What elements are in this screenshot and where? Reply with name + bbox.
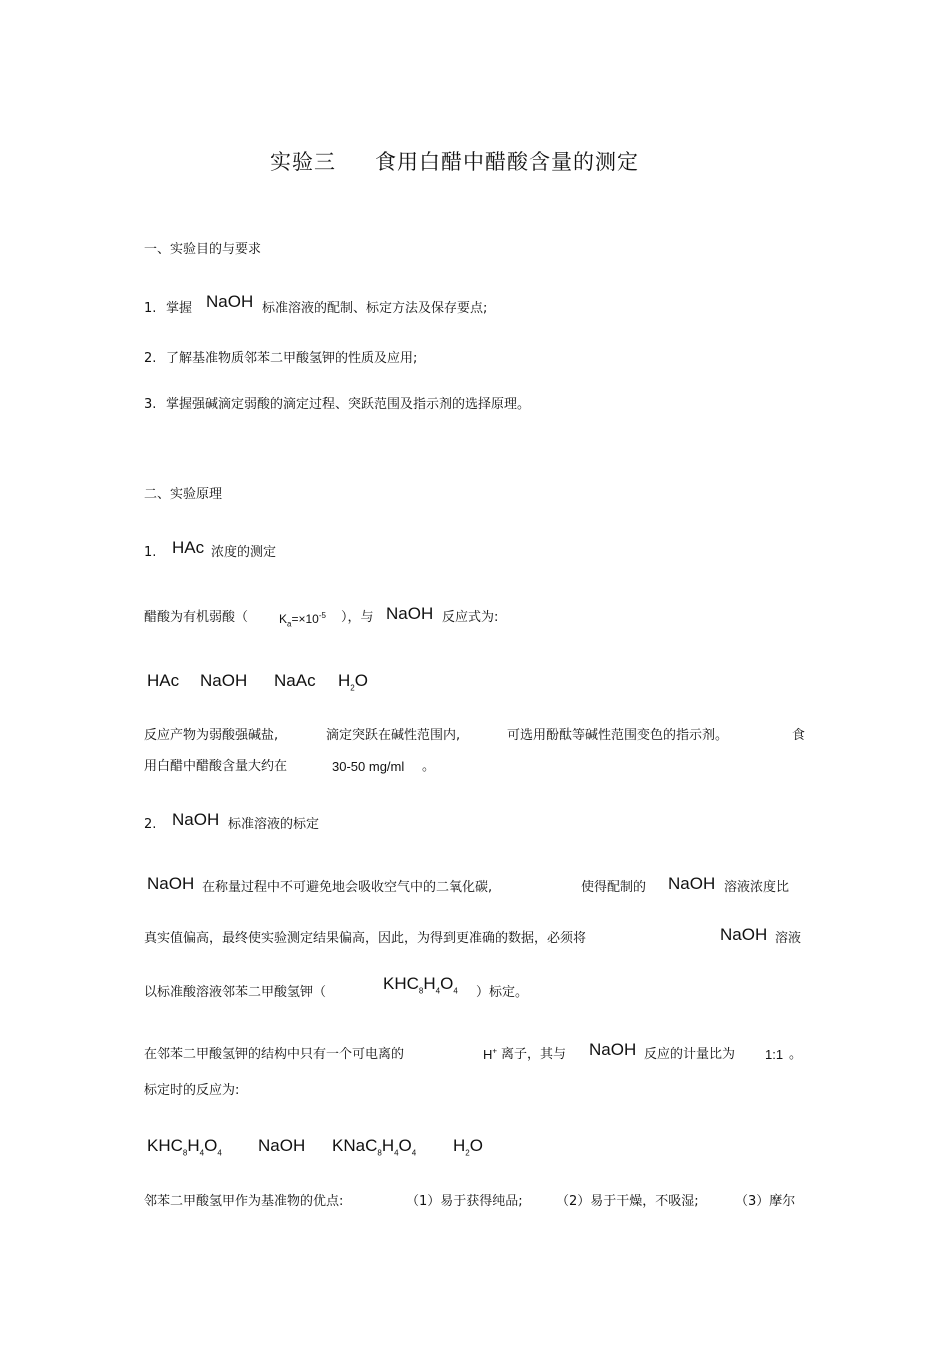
section2-heading: 二、实验原理 (144, 487, 223, 502)
naoh-formula: NaOH (147, 874, 195, 893)
h-ion: H+ (483, 1046, 498, 1062)
naoh-formula: NaOH (589, 1040, 637, 1059)
naoh-formula: NaOH (720, 925, 768, 944)
ka-expression: $K_a=\times 10^{-5}$ (279, 611, 326, 629)
naoh-formula: NaOH (172, 810, 220, 829)
section1-heading: 一、实验目的与要求 (144, 242, 262, 257)
title-part-1: 实验三 (270, 150, 336, 174)
hac-formula: HAc (172, 538, 205, 557)
naoh-formula: NaOH (668, 874, 716, 893)
naoh-formula: NaOH (206, 292, 254, 311)
khp-formula: $KHC_8H_4O_4$ (383, 974, 458, 996)
naoh-formula: NaOH (386, 604, 434, 623)
title-part-2: 食用白醋中醋酸含量的测定 (375, 150, 639, 174)
